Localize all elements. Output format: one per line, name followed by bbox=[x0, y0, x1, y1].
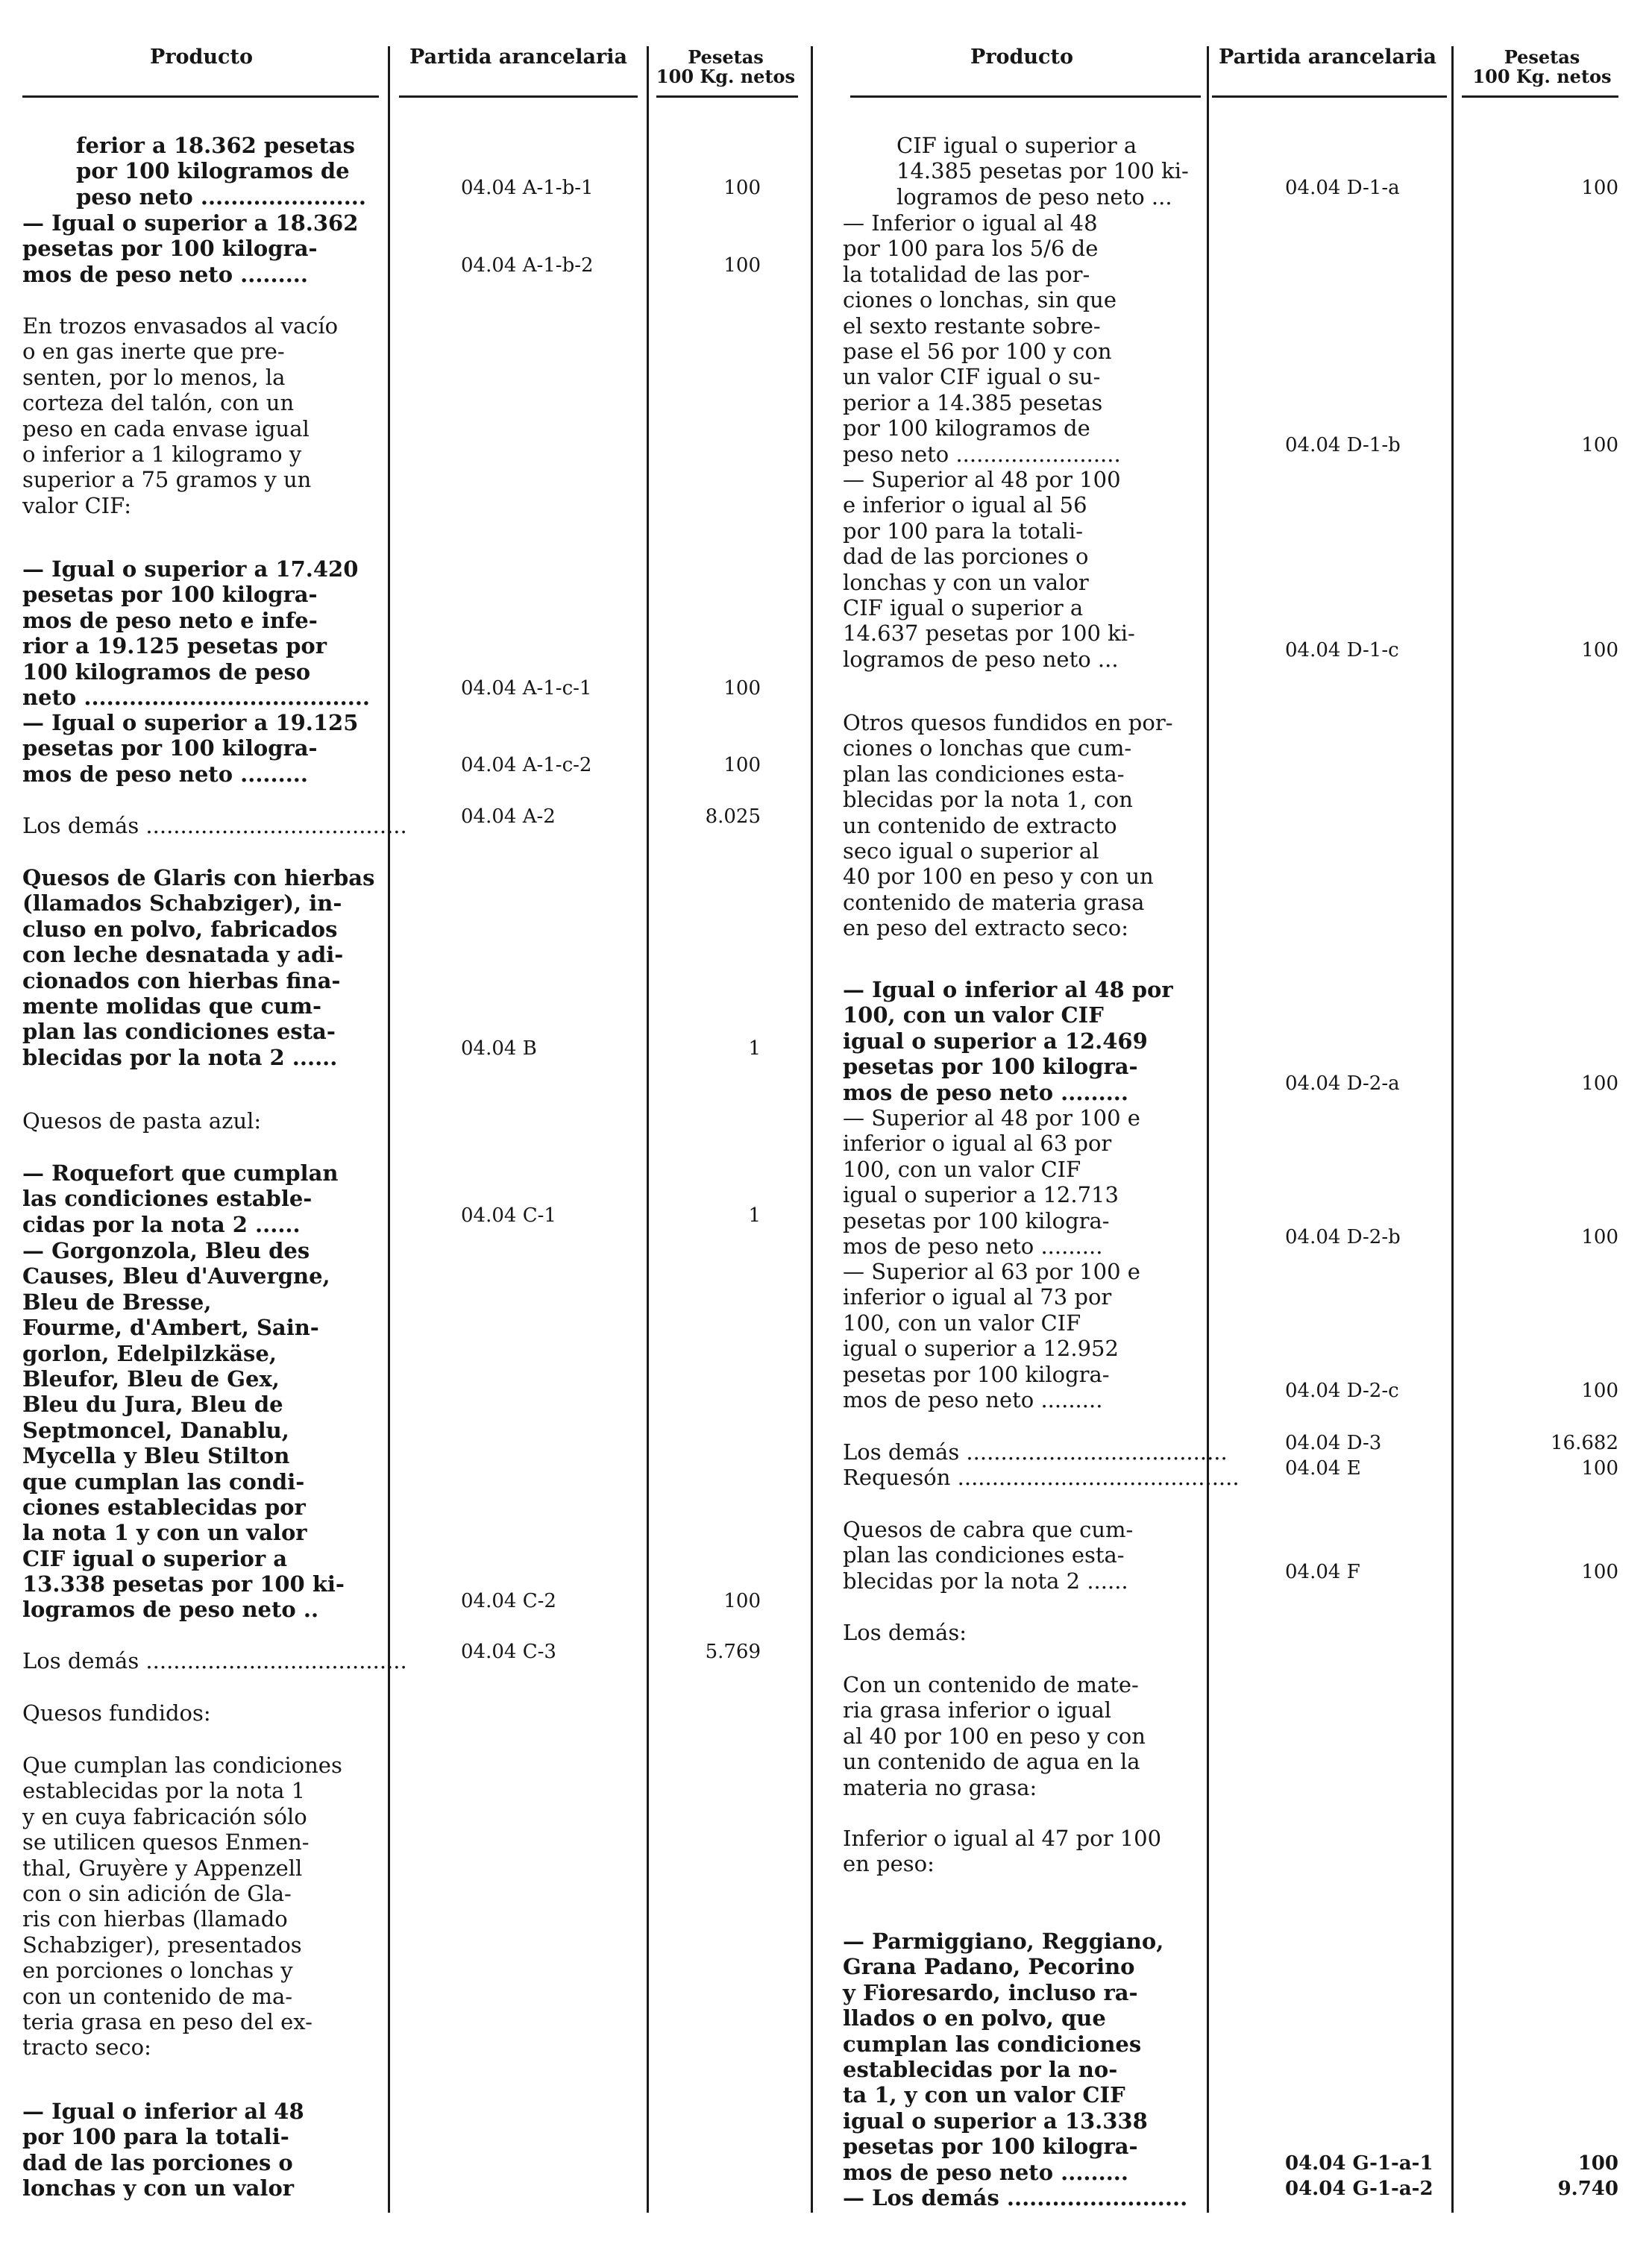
tariff-code: 04.04 F bbox=[1285, 1560, 1360, 1583]
description-line: — Superior al 63 por 100 e bbox=[843, 1259, 1140, 1284]
description-line: en peso del extracto seco: bbox=[843, 915, 1128, 941]
description-line: Otros quesos fundidos en por- bbox=[843, 710, 1173, 735]
description-line: — Roquefort que cumplan bbox=[22, 1160, 339, 1186]
description-line: peso neto ........................ bbox=[843, 441, 1121, 467]
description-line: logramos de peso neto ... bbox=[896, 183, 1172, 210]
description-line: cidas por la nota 2 ...... bbox=[22, 1211, 301, 1237]
description-line: Bleu de Bresse, bbox=[22, 1289, 212, 1315]
description-line: lonchas y con un valor bbox=[843, 569, 1089, 595]
description-line: ferior a 18.362 pesetas bbox=[76, 133, 355, 158]
description-line: — Inferior o igual al 48 bbox=[843, 210, 1098, 236]
header-rule bbox=[850, 95, 1201, 98]
tariff-code: 04.04 D-2-a bbox=[1285, 1072, 1400, 1095]
tariff-entry-description bbox=[22, 313, 379, 518]
description-line: pesetas por 100 kilogra- bbox=[22, 735, 318, 761]
description-line: CIF igual o superior a bbox=[896, 133, 1137, 158]
description-line: mos de peso neto ......... bbox=[22, 261, 309, 287]
tariff-entry-description bbox=[843, 1672, 1208, 1800]
tariff-code: 04.04 C-2 bbox=[461, 1589, 556, 1612]
description-line: igual o superior a 12.713 bbox=[843, 1182, 1119, 1208]
description-line: pesetas por 100 kilogra- bbox=[843, 2134, 1138, 2160]
description-line: la nota 1 y con un valor bbox=[22, 1520, 307, 1546]
description-line: mos de peso neto ......... bbox=[843, 1233, 1103, 1259]
pesetas-value: 1 bbox=[748, 1204, 761, 1227]
description-line: por 100 kilogramos de bbox=[843, 415, 1090, 441]
description-line: Bleufor, Bleu de Gex, bbox=[22, 1365, 280, 1392]
pesetas-value: 100 bbox=[723, 254, 761, 277]
tariff-entry-description bbox=[843, 1826, 1208, 1877]
description-line: superior a 75 gramos y un bbox=[22, 467, 312, 493]
tariff-entry-description bbox=[22, 813, 407, 838]
tariff-entry-description bbox=[843, 1439, 1228, 1465]
tariff-entry-description bbox=[22, 1753, 379, 2061]
header-partida-right: Partida arancelaria bbox=[1219, 45, 1436, 69]
description-line: — Igual o superior a 17.420 bbox=[22, 556, 359, 582]
pesetas-value: 100 bbox=[1581, 433, 1618, 456]
description-line: igual o superior a 12.952 bbox=[843, 1336, 1119, 1362]
description-line: mente molidas que cum- bbox=[22, 993, 322, 1019]
pesetas-value: 100 bbox=[1581, 1457, 1618, 1480]
tariff-code: 04.04 D-1-b bbox=[1285, 433, 1401, 456]
description-line: seco igual o superior al bbox=[843, 837, 1099, 864]
description-line: contenido de materia grasa bbox=[843, 889, 1145, 915]
description-line: thal, Gruyère y Appenzell bbox=[22, 1855, 303, 1881]
description-line: con o sin adición de Gla- bbox=[22, 1880, 292, 1906]
description-line: ta 1, y con un valor CIF bbox=[843, 2082, 1125, 2108]
tariff-code: 04.04 E bbox=[1285, 1457, 1361, 1480]
description-line: en porciones o lonchas y bbox=[22, 1958, 293, 1984]
description-line: un valor CIF igual o su- bbox=[843, 364, 1101, 390]
description-line: pesetas por 100 kilogra- bbox=[22, 582, 318, 608]
description-line: y Fioresardo, incluso ra- bbox=[843, 1979, 1138, 2005]
pesetas-value: 8.025 bbox=[705, 805, 761, 828]
description-line: Quesos de cabra que cum- bbox=[843, 1517, 1134, 1542]
description-line: Fourme, d'Ambert, Sain- bbox=[22, 1315, 319, 1341]
description-line: en peso: bbox=[843, 1851, 935, 1877]
header-rule bbox=[22, 95, 379, 98]
pesetas-value: 100 bbox=[1581, 1072, 1618, 1095]
description-line: o inferior a 1 kilogramo y bbox=[22, 441, 302, 467]
description-line: pase el 56 por 100 y con bbox=[843, 338, 1112, 364]
tariff-entry-description bbox=[843, 977, 1208, 1105]
header-rule bbox=[656, 95, 798, 98]
tariff-entry-description bbox=[843, 1929, 1208, 2185]
description-line: plan las condiciones esta- bbox=[843, 761, 1125, 787]
description-line: logramos de peso neto ... bbox=[843, 646, 1119, 672]
tariff-entry-description bbox=[843, 1517, 1208, 1594]
description-line: Quesos de pasta azul: bbox=[22, 1108, 262, 1134]
description-line: por 100 kilogramos de bbox=[76, 158, 350, 184]
description-line: Los demás ...................................... bbox=[843, 1439, 1228, 1465]
header-partida-left: Partida arancelaria bbox=[409, 45, 627, 69]
description-line: 13.338 pesetas por 100 ki- bbox=[22, 1571, 345, 1597]
description-line: blecidas por la nota 2 ...... bbox=[22, 1044, 338, 1070]
description-line: materia no grasa: bbox=[843, 1774, 1037, 1800]
description-line: peso en cada envase igual bbox=[22, 415, 310, 441]
tariff-entry-description bbox=[76, 133, 379, 210]
tariff-code: 04.04 D-3 bbox=[1285, 1432, 1382, 1454]
description-line: rior a 19.125 pesetas por bbox=[22, 633, 327, 659]
pesetas-value: 100 bbox=[723, 677, 761, 700]
description-line: Bleu du Jura, Bleu de bbox=[22, 1392, 283, 1418]
description-line: (llamados Schabziger), in- bbox=[22, 890, 342, 917]
description-line: plan las condiciones esta- bbox=[843, 1542, 1125, 1568]
tariff-code: 04.04 A-1-b-2 bbox=[461, 254, 594, 277]
description-line: logramos de peso neto .. bbox=[22, 1597, 319, 1623]
tariff-entry-description bbox=[22, 2099, 379, 2201]
tariff-code: 04.04 D-2-c bbox=[1285, 1380, 1399, 1402]
header-rule bbox=[1212, 95, 1447, 98]
header-pesetas-line1: Pesetas bbox=[688, 46, 764, 68]
description-line: igual o superior a 13.338 bbox=[843, 2108, 1148, 2134]
description-line: perior a 14.385 pesetas bbox=[843, 389, 1103, 415]
header-rule bbox=[399, 95, 638, 98]
description-line: con leche desnatada y adi- bbox=[22, 942, 344, 968]
tariff-entry-description bbox=[843, 467, 1208, 672]
description-line: CIF igual o superior a bbox=[843, 594, 1084, 620]
description-line: mos de peso neto ......... bbox=[843, 1386, 1103, 1412]
tariff-code: 04.04 D-1-a bbox=[1285, 176, 1400, 199]
tariff-entry-description bbox=[843, 210, 1208, 467]
description-line: dad de las porciones o bbox=[22, 2149, 293, 2175]
tariff-entry-description bbox=[22, 1238, 379, 1623]
description-line: mos de peso neto ......... bbox=[843, 1079, 1129, 1105]
description-line: pesetas por 100 kilogra- bbox=[843, 1207, 1110, 1233]
pesetas-value: 100 bbox=[1581, 638, 1618, 661]
description-line: — Igual o superior a 19.125 bbox=[22, 710, 359, 735]
tariff-entry-description bbox=[22, 1160, 379, 1237]
description-line: 14.637 pesetas por 100 ki- bbox=[843, 620, 1135, 647]
description-line: llados o en polvo, que bbox=[843, 2005, 1106, 2031]
tariff-entry-description bbox=[843, 1465, 1240, 1490]
description-line: o en gas inerte que pre- bbox=[22, 339, 285, 365]
tariff-code: 04.04 A-1-b-1 bbox=[461, 176, 594, 199]
description-line: Mycella y Bleu Stilton bbox=[22, 1443, 290, 1469]
tariff-code: 04.04 G-1-a-1 bbox=[1285, 2152, 1433, 2175]
header-producto-right: Producto bbox=[970, 45, 1073, 69]
description-line: — Superior al 48 por 100 bbox=[843, 467, 1121, 492]
tariff-code: 04.04 A-1-c-1 bbox=[461, 677, 592, 700]
description-line: el sexto restante sobre- bbox=[843, 312, 1101, 339]
description-line: pesetas por 100 kilogra- bbox=[22, 236, 318, 262]
tariff-code: 04.04 D-1-c bbox=[1285, 638, 1399, 661]
tariff-code: 04.04 A-2 bbox=[461, 805, 556, 828]
tariff-entry-description bbox=[843, 1105, 1208, 1259]
tariff-code: 04.04 C-1 bbox=[461, 1204, 556, 1227]
pesetas-value: 100 bbox=[723, 753, 761, 776]
description-line: En trozos envasados al vacío bbox=[22, 313, 339, 339]
tariff-entry-description bbox=[843, 1620, 1208, 1645]
pesetas-value: 5.769 bbox=[705, 1641, 761, 1663]
description-line: cluso en polvo, fabricados bbox=[22, 916, 338, 942]
header-producto-left: Producto bbox=[150, 45, 253, 69]
description-line: cumplan las condiciones bbox=[843, 2031, 1142, 2057]
tariff-code: 04.04 C-3 bbox=[461, 1641, 556, 1663]
description-line: peso neto ...................... bbox=[76, 183, 366, 210]
description-line: por 100 para la totali- bbox=[22, 2124, 289, 2150]
description-line: pesetas por 100 kilogra- bbox=[843, 1361, 1110, 1387]
pesetas-value: 100 bbox=[723, 176, 761, 199]
description-line: un contenido de agua en la bbox=[843, 1749, 1140, 1775]
description-line: con un contenido de ma- bbox=[22, 1983, 293, 2009]
description-line: valor CIF: bbox=[22, 492, 131, 518]
description-line: — Los demás ........................ bbox=[843, 2185, 1188, 2210]
description-line: lonchas y con un valor bbox=[22, 2175, 295, 2201]
description-line: — Gorgonzola, Bleu des bbox=[22, 1238, 310, 1263]
description-line: se utilicen quesos Enmen- bbox=[22, 1829, 310, 1855]
right-column bbox=[828, 133, 1648, 2236]
description-line: Los demás ...................................... bbox=[22, 813, 407, 838]
description-line: la totalidad de las por- bbox=[843, 261, 1090, 287]
description-line: 14.385 pesetas por 100 ki- bbox=[896, 158, 1189, 184]
description-line: — Parmiggiano, Reggiano, bbox=[843, 1929, 1164, 1954]
tariff-entry-description bbox=[843, 1259, 1208, 1412]
tariff-entry-description bbox=[22, 556, 379, 710]
description-line: Quesos de Glaris con hierbas bbox=[22, 865, 375, 890]
description-line: — Igual o superior a 18.362 bbox=[22, 210, 359, 236]
tariff-entry-description bbox=[22, 865, 379, 1070]
tariff-code: 04.04 G-1-a-2 bbox=[1285, 2178, 1433, 2200]
description-line: ciones o lonchas que cum- bbox=[843, 735, 1132, 761]
pesetas-value: 1 bbox=[748, 1037, 761, 1060]
description-line: inferior o igual al 73 por bbox=[843, 1284, 1112, 1310]
description-line: blecidas por la nota 2 ...... bbox=[843, 1568, 1128, 1594]
header-pesetas-line1: Pesetas bbox=[1504, 46, 1580, 68]
tariff-entry-description bbox=[896, 133, 1208, 210]
tariff-code: 04.04 B bbox=[461, 1037, 537, 1060]
description-line: 100, con un valor CIF bbox=[843, 1002, 1104, 1028]
description-line: mos de peso neto e infe- bbox=[22, 607, 318, 633]
description-line: ciones establecidas por bbox=[22, 1494, 306, 1520]
description-line: Requesón ......................................... bbox=[843, 1465, 1240, 1490]
description-line: — Igual o inferior al 48 por bbox=[843, 977, 1173, 1002]
left-column bbox=[0, 133, 813, 2236]
description-line: neto ...................................... bbox=[22, 684, 371, 710]
description-line: Causes, Bleu d'Auvergne, bbox=[22, 1263, 330, 1289]
description-line: gorlon, Edelpilzkäse, bbox=[22, 1340, 277, 1366]
pesetas-value: 100 bbox=[1581, 176, 1618, 199]
description-line: e inferior o igual al 56 bbox=[843, 492, 1087, 518]
description-line: ciones o lonchas, sin que bbox=[843, 287, 1116, 313]
description-line: Inferior o igual al 47 por 100 bbox=[843, 1826, 1162, 1851]
description-line: Los demás ...................................... bbox=[22, 1648, 407, 1673]
pesetas-value: 100 bbox=[1577, 2152, 1618, 2175]
description-line: al 40 por 100 en peso y con bbox=[843, 1723, 1146, 1749]
description-line: 100 kilogramos de peso bbox=[22, 659, 311, 685]
tariff-entry-description bbox=[843, 2185, 1208, 2210]
pesetas-value: 100 bbox=[1581, 1380, 1618, 1402]
description-line: CIF igual o superior a bbox=[22, 1545, 287, 1571]
tariff-code: 04.04 A-1-c-2 bbox=[461, 753, 592, 776]
header-rule bbox=[1462, 95, 1618, 98]
description-line: senten, por lo menos, la bbox=[22, 364, 286, 390]
description-line: blecidas por la nota 1, con bbox=[843, 787, 1133, 813]
description-line: plan las condiciones esta- bbox=[22, 1019, 336, 1045]
description-line: Schabziger), presentados bbox=[22, 1932, 302, 1958]
tariff-code: 04.04 D-2-b bbox=[1285, 1226, 1401, 1248]
description-line: pesetas por 100 kilogra- bbox=[843, 1054, 1138, 1080]
description-line: las condiciones estable- bbox=[22, 1186, 313, 1212]
description-line: que cumplan las condi- bbox=[22, 1468, 305, 1495]
header-pesetas-left bbox=[647, 48, 804, 87]
description-line: — Igual o inferior al 48 bbox=[22, 2099, 304, 2124]
description-line: por 100 para la totali- bbox=[843, 518, 1084, 544]
tariff-entry-description bbox=[843, 710, 1208, 941]
description-line: inferior o igual al 63 por bbox=[843, 1131, 1112, 1157]
description-line: 100, con un valor CIF bbox=[843, 1156, 1081, 1182]
header-pesetas-right bbox=[1462, 48, 1622, 87]
tariff-entry-description bbox=[22, 1648, 407, 1673]
tariff-entry-description bbox=[22, 1700, 379, 1726]
description-line: ris con hierbas (llamado bbox=[22, 1906, 288, 1932]
pesetas-value: 16.682 bbox=[1551, 1432, 1618, 1454]
description-line: y en cuya fabricación sólo bbox=[22, 1803, 307, 1829]
header-pesetas-line2: 100 Kg. netos bbox=[1472, 66, 1612, 87]
description-line: establecidas por la nota 1 bbox=[22, 1778, 306, 1804]
description-line: dad de las porciones o bbox=[843, 544, 1089, 570]
tariff-entry-description bbox=[22, 210, 379, 287]
description-line: Con un contenido de mate- bbox=[843, 1672, 1139, 1697]
description-line: teria grasa en peso del ex- bbox=[22, 2008, 313, 2034]
description-line: 40 por 100 en peso y con un bbox=[843, 864, 1154, 890]
description-line: Los demás: bbox=[843, 1620, 967, 1645]
description-line: 100, con un valor CIF bbox=[843, 1310, 1081, 1336]
description-line: por 100 para los 5/6 de bbox=[843, 236, 1099, 262]
header-pesetas-line2: 100 Kg. netos bbox=[656, 66, 796, 87]
description-line: igual o superior a 12.469 bbox=[843, 1028, 1148, 1054]
pesetas-value: 9.740 bbox=[1557, 2178, 1618, 2200]
pesetas-value: 100 bbox=[723, 1589, 761, 1612]
description-line: Quesos fundidos: bbox=[22, 1700, 211, 1726]
description-line: mos de peso neto ......... bbox=[22, 761, 309, 787]
tariff-entry-description bbox=[22, 1108, 379, 1134]
description-line: ria grasa inferior o igual bbox=[843, 1697, 1112, 1723]
tariff-entry-description bbox=[22, 710, 379, 787]
description-line: Grana Padano, Pecorino bbox=[843, 1954, 1135, 1980]
description-line: mos de peso neto ......... bbox=[843, 2159, 1129, 2185]
description-line: cionados con hierbas fina- bbox=[22, 967, 341, 993]
description-line: — Superior al 48 por 100 e bbox=[843, 1105, 1140, 1131]
description-line: Que cumplan las condiciones bbox=[22, 1753, 342, 1778]
description-line: tracto seco: bbox=[22, 2034, 151, 2061]
pesetas-value: 100 bbox=[1581, 1560, 1618, 1583]
description-line: Septmoncel, Danablu, bbox=[22, 1417, 289, 1443]
pesetas-value: 100 bbox=[1581, 1226, 1618, 1248]
description-line: corteza del talón, con un bbox=[22, 390, 295, 416]
description-line: un contenido de extracto bbox=[843, 812, 1117, 838]
description-line: establecidas por la no- bbox=[843, 2056, 1118, 2082]
